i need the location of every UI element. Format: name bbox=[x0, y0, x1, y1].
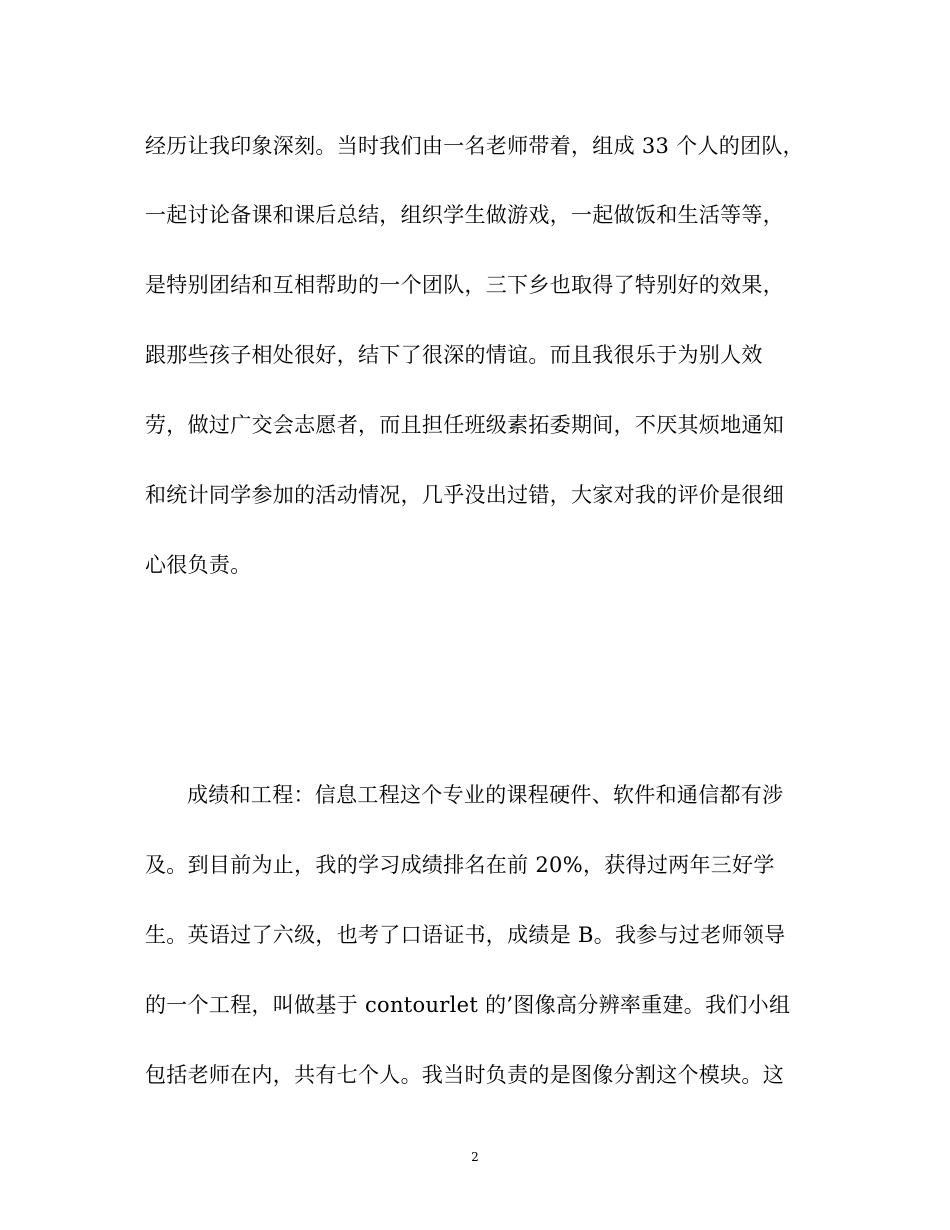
paragraph-1-line: 跟那些孩子相处很好，结下了很深的情谊。而且我很乐于为别人效 bbox=[145, 343, 763, 367]
paragraph-1-line: 劳，做过广交会志愿者，而且担任班级素拓委期间，不厌其烦地通知 bbox=[145, 413, 784, 437]
page-number: 2 bbox=[471, 1150, 479, 1164]
paragraph-2-line: 成绩和工程：信息工程这个专业的课程硬件、软件和通信都有涉 bbox=[187, 783, 784, 807]
paragraph-1-line: 和统计同学参加的活动情况，几乎没出过错，大家对我的评价是很细 bbox=[145, 483, 784, 507]
paragraph-2-line: 包括老师在内，共有七个人。我当时负责的是图像分割这个模块。这 bbox=[145, 1063, 784, 1087]
paragraph-1-line: 心很负责。 bbox=[145, 553, 252, 577]
paragraph-1-line: 一起讨论备课和课后总结，组织学生做游戏，一起做饭和生活等等， bbox=[145, 203, 784, 227]
paragraph-1-line: 是特别团结和互相帮助的一个团队，三下乡也取得了特别好的效果， bbox=[145, 273, 784, 297]
paragraph-2-line: 的一个工程，叫做基于 contourlet 的’图像高分辨率重建。我们小组 bbox=[145, 993, 791, 1017]
paragraph-2-line: 及。到目前为止，我的学习成绩排名在前 20%，获得过两年三好学 bbox=[145, 853, 775, 877]
paragraph-2-line: 生。英语过了六级，也考了口语证书，成绩是 B。我参与过老师领导 bbox=[145, 923, 786, 947]
paragraph-1-line: 经历让我印象深刻。当时我们由一名老师带着，组成 33 个人的团队， bbox=[145, 134, 804, 158]
